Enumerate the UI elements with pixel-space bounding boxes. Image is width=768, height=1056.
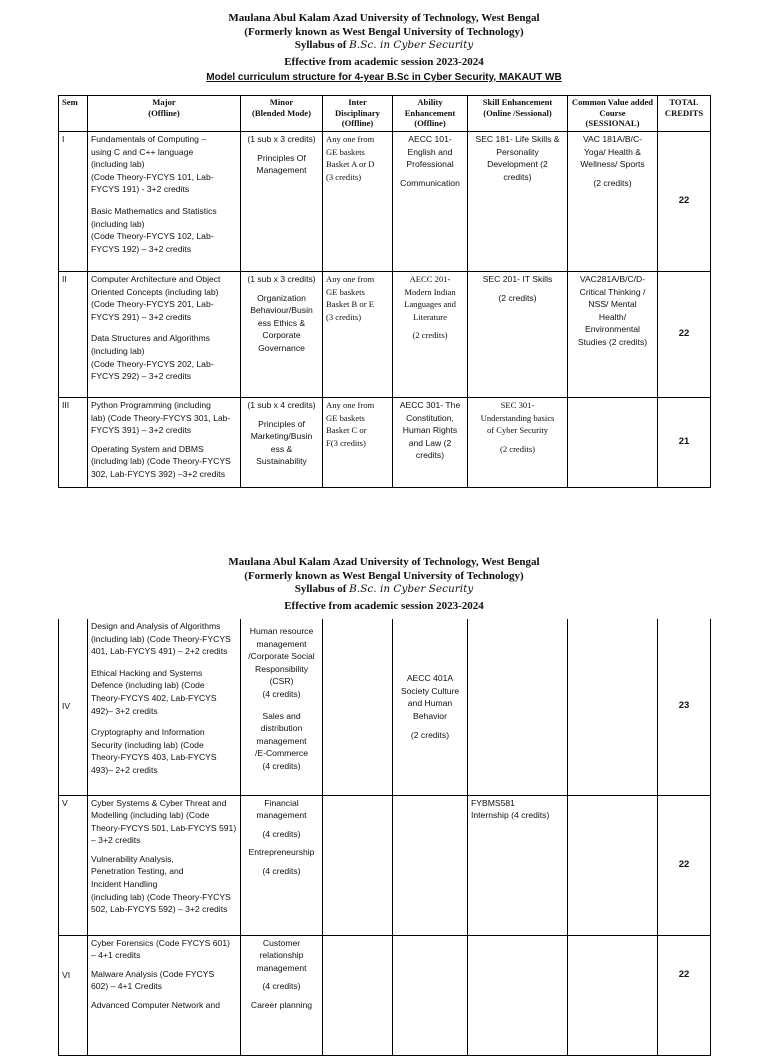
syllabus-line [0, 39, 768, 53]
cell-text-line: Studies (2 credits) [577, 336, 648, 347]
cell-text-line: Sustainability [256, 456, 307, 467]
col-skill-enhancement: Skill Enhancement (Online /Sessional) [468, 96, 568, 132]
total-credits: 21 [658, 398, 711, 488]
cell-text-line: (4 credits) [262, 981, 301, 992]
cell-text-line: Cyber Systems & Cyber Threat and [91, 797, 227, 808]
cell-text-line: Sales and [262, 710, 301, 721]
major-course [91, 205, 237, 255]
inter-disciplinary-cell [323, 795, 393, 935]
cell-text-line: 493)– 2+2 credits [91, 764, 158, 775]
cell-text-line: Health/ [598, 311, 627, 322]
cell-text-line: Management [256, 165, 307, 176]
cell-text-line: Ethical Hacking and Systems [91, 667, 203, 678]
syllabus-program: B.Sc. in Cyber Security [349, 39, 474, 51]
cell-text-line: Basic Mathematics and Statistics [91, 205, 217, 216]
cell-text-line: (2 credits) [499, 443, 536, 454]
cell-text-line: (3 credits) [326, 171, 362, 182]
cell-text-line: Environmental [585, 324, 640, 335]
cell-text-line: 401, Lab-FYCYS 491) – 2+2 credits [91, 646, 228, 657]
ability-cell [393, 935, 468, 1055]
cell-text-line: English and [407, 146, 453, 157]
cell-text-line: SEC 201- IT Skills [482, 274, 553, 284]
ability-cell [393, 619, 468, 795]
cell-text-line: (2 credits) [412, 330, 448, 341]
cell-text-line: (CSR) [269, 676, 294, 687]
cell-text-line: Behavior [413, 711, 447, 722]
cell-text-line: (1 sub x 3 credits) [247, 274, 316, 284]
curriculum-table-sem-1-3 [58, 95, 711, 488]
cell-text-line: ess & [270, 443, 293, 454]
cell-text-line: 602) – 4+1 Credits [91, 981, 162, 992]
table-row-sem-1 [59, 132, 711, 272]
cell-text-line: relationship [259, 950, 304, 961]
cell-text-line: credits) [503, 171, 532, 182]
cell-text-line: SEC 181- Life Skills & [475, 134, 560, 144]
cell-text-line: (4 credits) [262, 688, 301, 699]
cell-text-line: – 3+2 credits [91, 835, 141, 846]
col-common-value: Common Value added Course (SESSIONAL) [568, 96, 658, 132]
minor-cell [241, 132, 323, 272]
cell-text-line: (including lab) (Code Theory-FYCYS [91, 891, 231, 902]
cell-text-line: Understanding basics [480, 412, 555, 423]
cell-text-line: Vulnerability Analysis, [91, 853, 174, 864]
skill-cell [468, 935, 568, 1055]
cell-text-line: VAC 181A/B/C- [582, 134, 643, 144]
major-cell [88, 619, 241, 795]
skill-cell [468, 398, 568, 488]
cell-text-line: FYCYS 391) – 3+2 credits [91, 425, 192, 436]
cell-text-line: Basket C or [326, 425, 367, 436]
cell-text-line: credits) [415, 450, 445, 461]
cell-text-line: Basket A or D [326, 159, 375, 170]
cell-text-line: Career planning [250, 999, 313, 1010]
cell-text-line: AECC 201- [409, 274, 451, 284]
major-cell [88, 398, 241, 488]
total-credits: 22 [658, 132, 711, 272]
syllabus-program: B.Sc. in Cyber Security [349, 583, 474, 595]
cell-text-line: AECC 301- The [399, 400, 461, 410]
cell-text-line: FYCYS 292) – 3+2 credits [91, 371, 192, 382]
cell-text-line: using C and C++ language [91, 146, 194, 157]
cell-text-line: Fundamentals of Computing – [91, 134, 207, 144]
total-credits: 22 [658, 795, 711, 935]
major-course [91, 133, 237, 196]
cell-text-line: Society Culture [400, 685, 460, 696]
cell-text-line: distribution [260, 723, 303, 734]
cell-text-line: (including lab) (Code Theory-FYCYS [91, 633, 231, 644]
syllabus-line [0, 583, 768, 597]
cell-text-line: /Corporate Social [248, 651, 315, 662]
cell-text-line: 502, Lab-FYCYS 592) – 3+2 credits [91, 904, 228, 915]
cell-text-line: Cyber Forensics (Code FYCYS 601) [91, 937, 230, 948]
cell-text-line: Computer Architecture and Object [91, 274, 221, 284]
value-added-cell [568, 619, 658, 795]
skill-cell [468, 619, 568, 795]
total-credits: 22 [658, 272, 711, 398]
cell-text-line: Human Rights [402, 425, 458, 436]
total-credits: 22 [658, 935, 711, 1055]
cell-text-line: Modelling (including lab) (Code [91, 810, 210, 821]
model-curriculum-title: Model curriculum structure for 4-year B.Sc in Cyber Security, MAKAUT WB [206, 72, 562, 83]
cell-text-line: Communication [400, 177, 460, 188]
cell-text-line: Incident Handling [91, 879, 158, 890]
cell-text-line: (including lab) [91, 345, 145, 356]
cell-text-line: Behaviour/Busin [250, 305, 313, 316]
cell-text-line: (4 credits) [262, 828, 301, 839]
cell-text-line: Oriented Concepts (including lab) [91, 286, 219, 297]
inter-disciplinary-cell [323, 272, 393, 398]
cell-text-line: 492)– 3+2 credits [91, 705, 158, 716]
inter-disciplinary-cell [323, 398, 393, 488]
cell-text-line: FYCYS 191) - 3+2 credits [91, 184, 190, 195]
col-major: Major (Offline) [88, 96, 241, 132]
cell-text-line: Yoga/ Health & [583, 146, 642, 157]
cell-text-line: Any one from [326, 274, 375, 284]
cell-text-line: Development (2 [487, 159, 548, 170]
cell-text-line: Theory-FYCYS 402, Lab-FYCYS [91, 692, 217, 703]
cell-text-line: 302, Lab-FYCYS 392) –3+2 credits [91, 468, 225, 479]
cell-text-line: (1 sub x 3 credits) [247, 134, 316, 144]
col-sem: Sem [59, 96, 88, 132]
cell-text-line: Defence (including lab) (Code [91, 680, 205, 691]
cell-text-line: Penetration Testing, and [91, 866, 184, 877]
cell-text-line: AECC 401A [406, 673, 454, 684]
cell-text-line: – 4+1 credits [91, 950, 141, 961]
value-added-cell [568, 795, 658, 935]
cell-text-line: Advanced Computer Network and [91, 999, 220, 1010]
minor-cell [241, 619, 323, 795]
cell-text-line: Python Programming (including [91, 400, 211, 410]
university-name: Maulana Abul Kalam Azad University of Technology, West Bengal [228, 556, 540, 568]
cell-text-line: (Code Theory-FYCYS 101, Lab- [91, 171, 214, 182]
sem-number: VI [59, 935, 88, 1055]
cell-text-line: Entrepreneurship [248, 847, 315, 858]
cell-text-line: Any one from [326, 134, 375, 144]
inter-disciplinary-cell [323, 132, 393, 272]
cell-text-line: GE baskets [326, 286, 365, 297]
major-cell [88, 795, 241, 935]
minor-cell [241, 398, 323, 488]
cell-text-line: Malware Analysis (Code FYCYS [91, 968, 215, 979]
cell-text-line: F(3 credits) [326, 437, 366, 448]
table-row-sem-3 [59, 398, 711, 488]
cell-text-line: (including lab) [91, 218, 145, 229]
cell-text-line: Constitution, [406, 412, 454, 423]
cell-text-line: Critical Thinking / [579, 286, 646, 297]
inter-disciplinary-cell [323, 935, 393, 1055]
col-ability-enhancement: Ability Enhancement (Offline) [393, 96, 468, 132]
inter-disciplinary-cell [323, 619, 393, 795]
col-minor: Minor (Blended Mode) [241, 96, 323, 132]
cell-text-line: lab) (Code Theory-FYCYS 301, Lab- [91, 412, 231, 423]
cell-text-line: FYCYS 291) – 3+2 credits [91, 311, 192, 322]
cell-text-line: Human resource [249, 626, 314, 636]
cell-text-line: Basket B or E [326, 299, 374, 310]
cell-text-line: (including lab) (Code Theory-FYCYS [91, 456, 231, 467]
cell-text-line: Personality [496, 146, 539, 157]
cell-text-line: Cryptography and Information [91, 727, 205, 738]
cell-text-line: (1 sub x 4 credits) [247, 400, 316, 410]
sem-number: III [59, 398, 88, 488]
minor-cell [241, 272, 323, 398]
value-added-cell [568, 272, 658, 398]
cell-text-line: NSS/ Mental [588, 299, 637, 310]
cell-text-line: management [256, 735, 307, 746]
major-cell [88, 272, 241, 398]
cell-text-line: Any one from [326, 400, 375, 410]
cell-text-line: (2 credits) [498, 292, 537, 303]
formerly-known: (Formerly known as West Bengal University of Technology) [244, 25, 524, 38]
cell-text-line: (4 credits) [262, 865, 301, 876]
ability-cell [393, 132, 468, 272]
cell-text-line: Modern Indian [404, 286, 456, 297]
total-credits: 23 [658, 619, 711, 795]
cell-text-line: and Law (2 [408, 437, 452, 448]
cell-text-line: AECC 101- [408, 134, 452, 144]
cell-text-line: Theory-FYCYS 403, Lab-FYCYS [91, 752, 217, 763]
minor-cell [241, 795, 323, 935]
cell-text-line: GE baskets [326, 412, 365, 423]
table-header-row [59, 96, 711, 132]
value-added-cell [568, 935, 658, 1055]
cell-text-line: (4 credits) [262, 760, 301, 771]
sem-number: I [59, 132, 88, 272]
cell-text-line: (2 credits) [593, 177, 632, 188]
cell-text-line: and Human [407, 698, 453, 709]
cell-text-line: Customer [262, 937, 301, 948]
curriculum-table-sem-4-6 [58, 619, 711, 1056]
cell-text-line: Principles of [258, 418, 305, 429]
cell-text-line: Corporate [262, 330, 301, 341]
cell-text-line: Literature [413, 311, 447, 322]
cell-text-line: Marketing/Busin [250, 431, 313, 442]
cell-text-line: /E-Commerce [254, 748, 308, 759]
cell-text-line: management [256, 810, 307, 821]
cell-text-line: Internship (4 credits) [471, 810, 550, 821]
col-total-credits: TOTAL CREDITS [658, 96, 711, 132]
cell-text-line: Organization [257, 292, 306, 303]
cell-text-line: (Code Theory-FYCYS 102, Lab- [91, 231, 214, 242]
cell-text-line: Theory-FYCYS 501, Lab-FYCYS 591) [91, 822, 237, 833]
value-added-cell [568, 398, 658, 488]
cell-text-line: ess Ethics & [257, 317, 306, 328]
ability-cell [393, 795, 468, 935]
ability-cell [393, 398, 468, 488]
cell-text-line: (Code Theory-FYCYS 202, Lab- [91, 358, 214, 369]
cell-text-line: Financial [264, 797, 299, 808]
table-row-sem-2 [59, 272, 711, 398]
cell-text-line: management [256, 638, 307, 649]
sem-number: II [59, 272, 88, 398]
cell-text-line: Data Structures and Algorithms [91, 333, 210, 344]
cell-text-line: (including lab) [91, 159, 145, 170]
ability-cell [393, 272, 468, 398]
cell-text-line: Professional [406, 159, 454, 170]
cell-text-line: (3 credits) [326, 311, 362, 322]
cell-text-line: FYCYS 192) – 3+2 credits [91, 243, 192, 254]
cell-text-line: of Cyber Security [486, 425, 549, 436]
skill-cell [468, 132, 568, 272]
cell-text-line: Wellness/ Sports [580, 159, 645, 170]
cell-text-line: Design and Analysis of Algorithms [91, 621, 221, 631]
cell-text-line: Security (including lab) (Code [91, 739, 204, 750]
cell-text-line: FYBMS581 [471, 797, 515, 808]
cell-text-line: Governance [258, 342, 305, 353]
formerly-known: (Formerly known as West Bengal University of Technology) [244, 569, 524, 582]
university-name: Maulana Abul Kalam Azad University of Technology, West Bengal [228, 12, 540, 24]
table-row-sem-5 [59, 795, 711, 935]
sem-number: IV [59, 619, 88, 795]
minor-cell [241, 935, 323, 1055]
header-top [0, 12, 768, 85]
header-page-2 [0, 556, 768, 613]
major-cell [88, 935, 241, 1055]
cell-text-line: Responsibility [254, 663, 309, 674]
cell-text-line: management [256, 962, 307, 973]
cell-text-line: Languages and [404, 299, 456, 310]
table-row-sem-6 [59, 935, 711, 1055]
cell-text-line: (Code Theory-FYCYS 201, Lab- [91, 299, 214, 310]
effective-session: Effective from academic session 2023-2024 [284, 599, 484, 612]
skill-cell [468, 795, 568, 935]
cell-text-line: GE baskets [326, 146, 365, 157]
sem-number: V [59, 795, 88, 935]
col-inter-disciplinary: Inter Disciplinary (Offline) [323, 96, 393, 132]
cell-text-line: Principles Of [257, 152, 306, 163]
value-added-cell [568, 132, 658, 272]
skill-cell [468, 272, 568, 398]
effective-session: Effective from academic session 2023-2024 [284, 55, 484, 68]
cell-text-line: (2 credits) [410, 729, 450, 740]
cell-text-line: VAC281A/B/C/D- [579, 274, 646, 284]
cell-text-line: Operating System and DBMS [91, 443, 204, 454]
cell-text-line: SEC 301- [500, 400, 535, 410]
table-row-sem-4 [59, 619, 711, 795]
syllabus-prefix: Syllabus of [294, 583, 347, 595]
syllabus-prefix: Syllabus of [294, 39, 347, 51]
major-cell [88, 132, 241, 272]
